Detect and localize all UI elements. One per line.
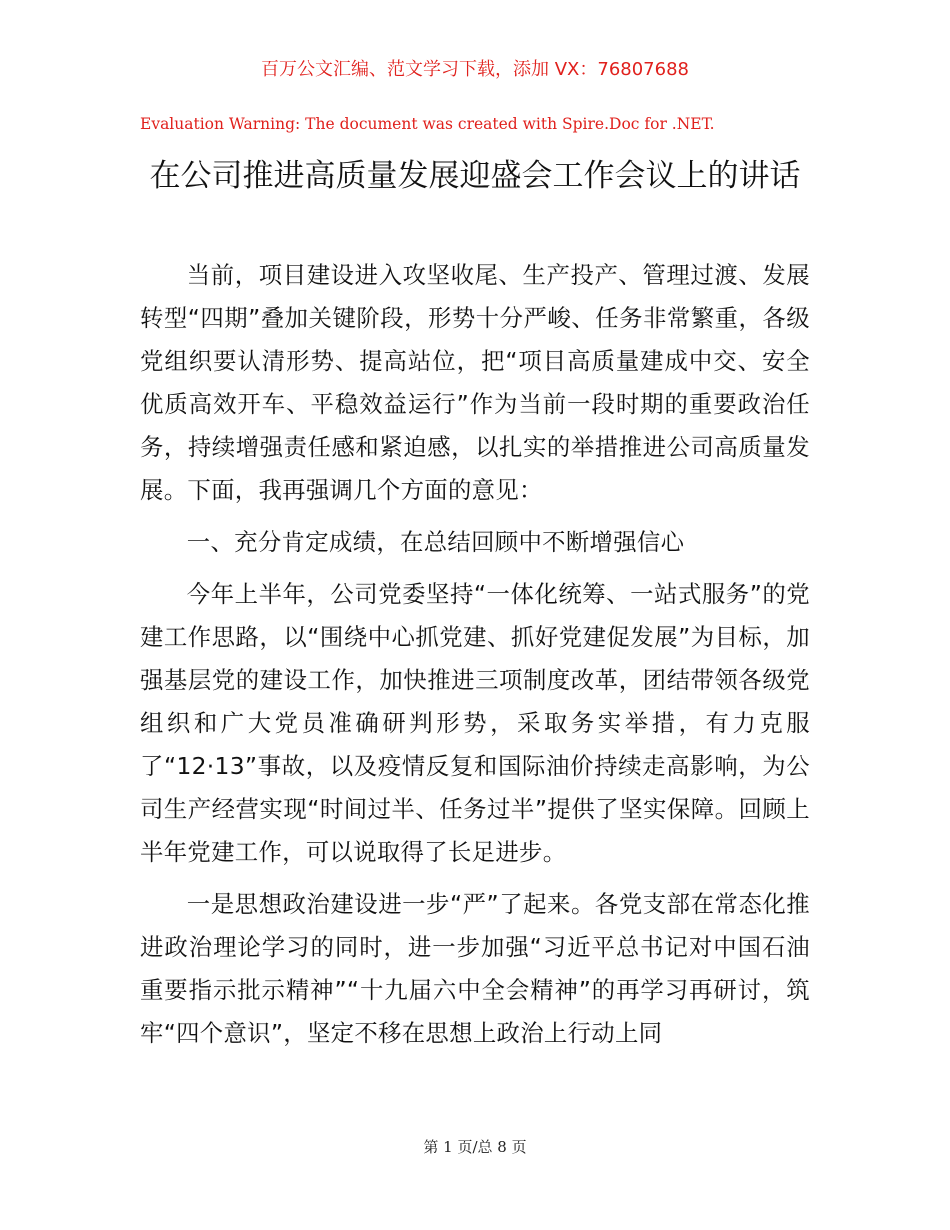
page-number: 第 1 页/总 8 页 [423,1138,527,1156]
document-body [140,254,810,1064]
paragraph-review: 今年上半年，公司党委坚持“一体化统筹、一站式服务”的党建工作思路，以“围绕中心抓党建、抓好党建促发展”为目标，加强基层党的建设工作，加快推进三项制度改革，团结带领各级党组织和广大党员准确研判形势，采取务实举措，有力克服了“12·13”事故，以及疫情反复和国际油价持续走高影响，为公司生产经营实现“时间过半、任务过半”提供了坚实保障。回顾上半年党建工作，可以说取得了长足进步。 [140,580,810,866]
paragraph-political-building: 一是思想政治建设进一步“严”了起来。各党支部在常态化推进政治理论学习的同时，进一步加强“习近平总书记对中国石油重要指示批示精神”“十九届六中全会精神”的再学习再研讨，筑牢“四个意识”，坚定不移在思想上政治上行动上同 [140,890,810,1047]
document-title: 在公司推进高质量发展迎盛会工作会议上的讲话 [149,158,801,194]
paragraph-intro: 当前，项目建设进入攻坚收尾、生产投产、管理过渡、发展转型“四期”叠加关键阶段，形势十分严峻、任务非常繁重，各级党组织要认清形势、提高站位，把“项目高质量建成中交、安全优质高效开车、平稳效益运行”作为当前一段时期的重要政治任务，持续增强责任感和紧迫感，以扎实的举措推进公司高质量发展。下面，我再强调几个方面的意见： [140,261,810,504]
evaluation-warning: Evaluation Warning: The document was created with Spire.Doc for .NET. [140,115,715,133]
section-heading-1: 一、充分肯定成绩，在总结回顾中不断增强信心 [186,528,685,556]
header-banner: 百万公文汇编、范文学习下载，添加 VX：76807688 [261,59,689,80]
